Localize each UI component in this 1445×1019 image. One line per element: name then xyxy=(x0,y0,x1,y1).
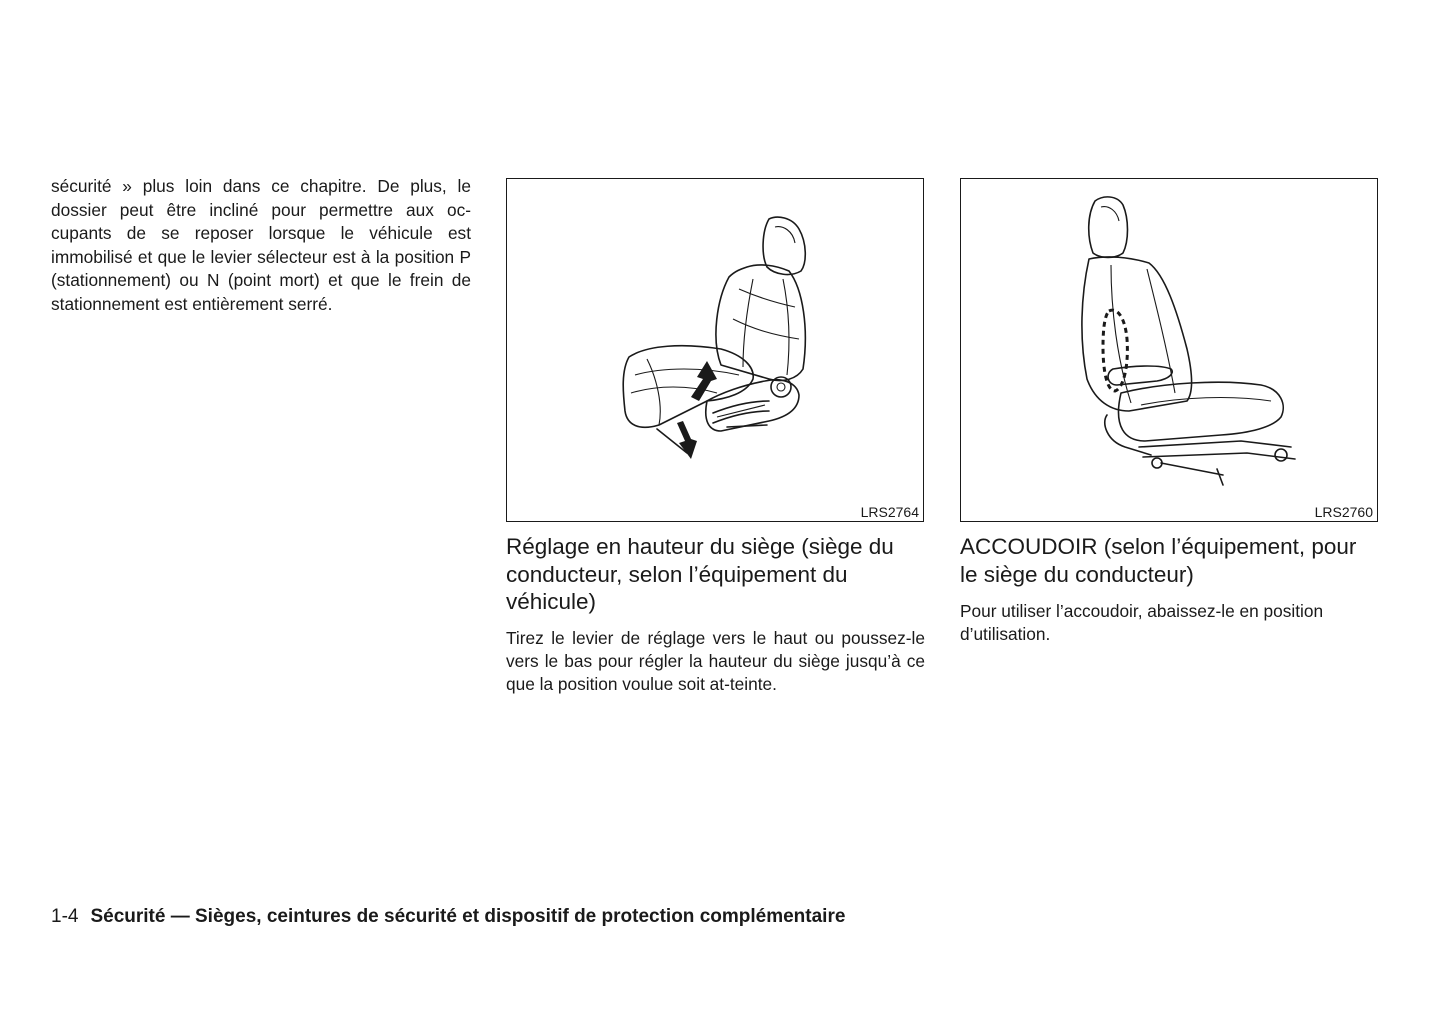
armrest-heading: ACCOUDOIR (selon l’équipement, pour le siège du conducteur) xyxy=(960,534,1357,587)
armrest-figure xyxy=(960,178,1378,522)
seat-height-heading: Réglage en hauteur du siège (siège du conducteur, selon l’équipement du véhicule) xyxy=(506,534,894,614)
seat-height-illustration xyxy=(507,179,925,523)
armrest-illustration xyxy=(961,179,1379,523)
chapter-title: Sécurité — Sièges, ceintures de sécurité et dispositif de protection complémentaire xyxy=(90,906,846,927)
seat-height-text: Tirez le levier de réglage vers le haut ou poussez-le vers le bas pour régler la hauteur du siège jusqu’à ce que la position voulue soit at-teinte. xyxy=(506,628,925,694)
page-footer xyxy=(51,904,845,930)
intro-paragraph: sécurité » plus loin dans ce chapitre. De plus, le dossier peut être incliné pour permettre aux oc-cupants de se reposer lorsque le véhicule est immobilisé et que le levier sélecteur est à la position P (stationnement) ou N (point mort) et que le frein de stationnement est entièrement serré. xyxy=(51,176,471,314)
page-number: 1-4 xyxy=(51,906,79,927)
armrest-text: Pour utiliser l’accoudoir, abaissez-le en position d’utilisation. xyxy=(960,601,1324,644)
figure-code-label: LRS2764 xyxy=(860,504,919,520)
figure-code-label: LRS2760 xyxy=(1314,504,1373,520)
seat-height-figure xyxy=(506,178,924,522)
